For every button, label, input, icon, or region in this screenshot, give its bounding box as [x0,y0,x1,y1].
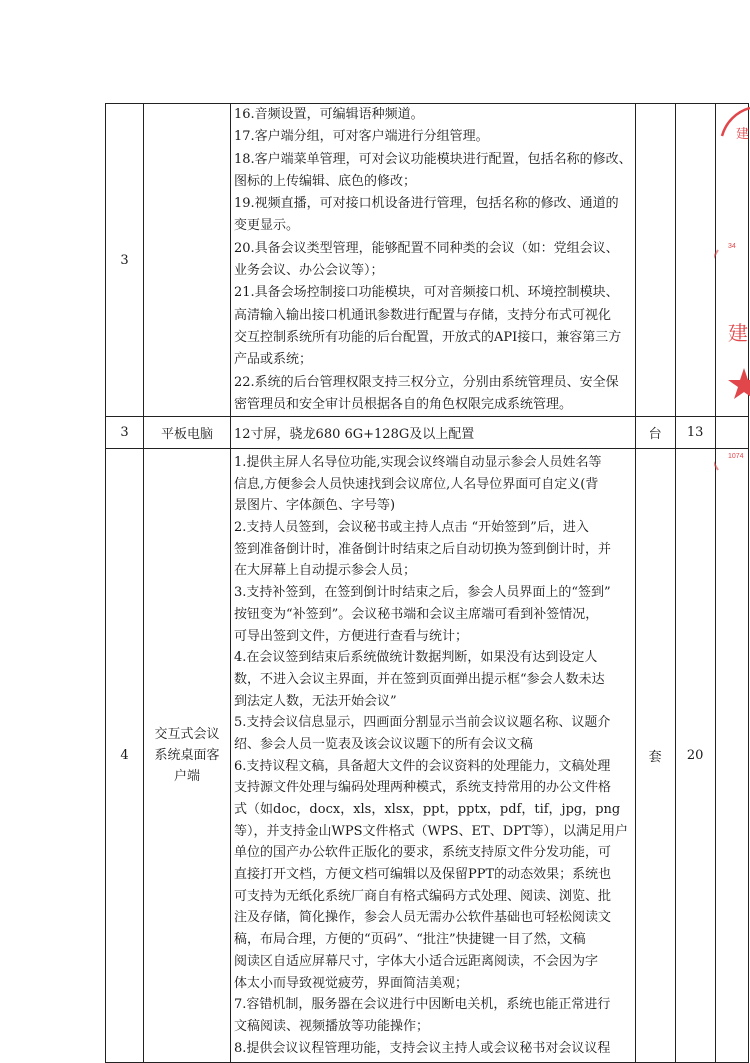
spec-line: 17.客户端分组，可对客户端进行分组管理。 [234,129,489,145]
unit-cell [635,104,675,417]
spec-line: 密管理员和安全审计员根据各自的角色权限完成系统管理。 [234,396,573,412]
spec-line: 到法定人数，无法开始会议” [234,693,397,709]
spec-line: 交互控制系统所有功能的后台配置，开放式的API接口，兼容第三方 [234,329,622,345]
qty-cell: 20 [675,449,715,1063]
spec-line: 绍、参会人员一览表及该会议议题下的所有会议文稿 [234,736,534,752]
extra-cell [715,449,748,1063]
extra-cell [715,104,748,417]
item-name-line: 户端 [173,769,200,785]
spec-line: 文稿阅读、视频播放等功能操作； [234,1018,430,1034]
spec-cell [231,449,636,1063]
row-number: 3 [106,104,144,417]
spec-table [105,103,749,1063]
spec-line: 图标的上传编辑、底色的修改； [234,173,417,189]
seal-text-fragment: 建 [728,323,748,345]
qty-cell [675,104,715,417]
spec-line: 16.音频设置，可编辑语种频道。 [234,107,424,122]
spec-line: 20.具备会议类型管理，能够配置不同种类的会议（如：党组会议、 [234,240,619,256]
spec-cell [231,104,636,417]
unit-cell: 台 [635,417,675,449]
spec-text: 12寸屏，骁龙680 6G+128G及以上配置 [234,427,475,443]
spec-line: 高清输入输出接口机通讯参数进行配置与存储，支持分布式可视化 [234,307,612,323]
spec-line: 18.客户端菜单管理，可对会议功能模块进行配置，包括名称的修改、 [234,151,632,167]
spec-line: 支持源文件处理与编码处理两种模式，系统支持常用的办公文件格 [234,780,612,796]
spec-line: 6.支持议程文稿，具备超大文件的会议资料的处理能力，文稿处理 [234,758,611,774]
spec-line: 21.具备会场控制接口功能模块，可对音频接口机、环境控制模块、 [234,285,619,301]
unit-cell: 套 [635,449,675,1063]
item-name: 平板电脑 [144,417,231,449]
table-row [106,104,749,417]
row-number: 4 [106,449,144,1063]
spec-line: 体太小而导致视觉疲劳，界面简洁美观； [234,975,469,991]
spec-line: 1.提供主屏人名导位功能,实现会议终端自动显示参会人员姓名等 [234,455,602,471]
spec-line: 可导出签到文件，方便进行查看与统计； [234,628,469,644]
seal-text-fragment: 1074 [728,453,744,460]
spec-line: 数，不进入会议主界面，并在签到页面弹出提示框“参会人数未达 [234,671,605,687]
spec-line: 等），并支持金山WPS文件格式（WPS、ET、DPT等），以满足用户 [234,823,629,839]
spec-line: 阅读区自适应屏幕尺寸，字体大小适合远距离阅读，不会因为字 [234,953,599,969]
spec-line: 业务会议、办公会议等）； [234,263,384,279]
spec-line: 信息,方便参会人员快速找到会议席位,人名导位界面可自定义(背 [234,476,599,492]
spec-line: 产品或系统； [234,352,313,368]
spec-line: 8.提供会议议程管理功能，支持会议主持人或会议秘书对会议议程 [234,1040,611,1056]
spec-line: 5.支持会议信息显示，四画面分割显示当前会议议题名称、议题介 [234,715,611,731]
spec-line: 19.视频直播，可对接口机设备进行管理，包括名称的修改、通道的 [234,196,619,212]
seal-text-fragment: 建 [736,126,750,141]
item-name-line: 系统桌面客 [154,748,220,764]
spec-line: 变更显示。 [234,218,300,234]
item-name [144,449,231,1063]
spec-line: 在大屏幕上自动提示参会人员； [234,563,417,579]
seal-text-fragment: 34 [728,243,736,250]
spec-line: 稿，布局合理，方便的“页码”、“批注”快捷键一目了然，文稿 [234,932,586,948]
spec-line: 7.容错机制，服务器在会议进行中因断电关机，系统也能正常进行 [234,997,611,1013]
spec-line: 注及存储，简化操作，参会人员无需办公软件基础也可轻松阅读文 [234,910,612,926]
qty-cell: 13 [675,417,715,449]
spec-line: 按钮变为“补签到”。会议秘书端和会议主席端可看到补签情况， [234,606,599,622]
table-row [106,417,749,449]
spec-line: 单位的国产办公软件正版化的要求，系统支持原文件分发功能，可 [234,845,612,861]
spec-line: 景图片、字体颜色、字号等) [234,498,396,514]
spec-line: 2.支持人员签到，会议秘书或主持人点击 “开始签到”后，进入 [234,520,589,536]
spec-line: 3.支持补签到，在签到倒计时结束之后，参会人员界面上的“签到” [234,585,611,601]
item-name-line: 交互式会议 [154,727,220,743]
spec-line: 4.在会议签到结束后系统做统计数据判断，如果没有达到设定人 [234,650,598,666]
item-name-cell [144,104,231,417]
table-row [106,449,749,1063]
row-number: 3 [106,417,144,449]
spec-line: 签到准备倒计时，准备倒计时结束之后自动切换为签到倒计时，并 [234,541,612,557]
spec-line: 22.系统的后台管理权限支持三权分立，分别由系统管理员、安全保 [234,374,619,390]
spec-line: 直接打开文档，方便文档可编辑以及保留PPT的动态效果；系统也 [234,867,612,883]
spec-line: 式（如doc，docx，xls，xlsx，ppt，pptx，pdf，tif，jpg，png [234,802,621,818]
spec-line: 可支持为无纸化系统厂商自有格式编码方式处理、阅读、浏览、批 [234,888,612,904]
spec-cell [231,417,636,449]
extra-cell [715,417,748,449]
